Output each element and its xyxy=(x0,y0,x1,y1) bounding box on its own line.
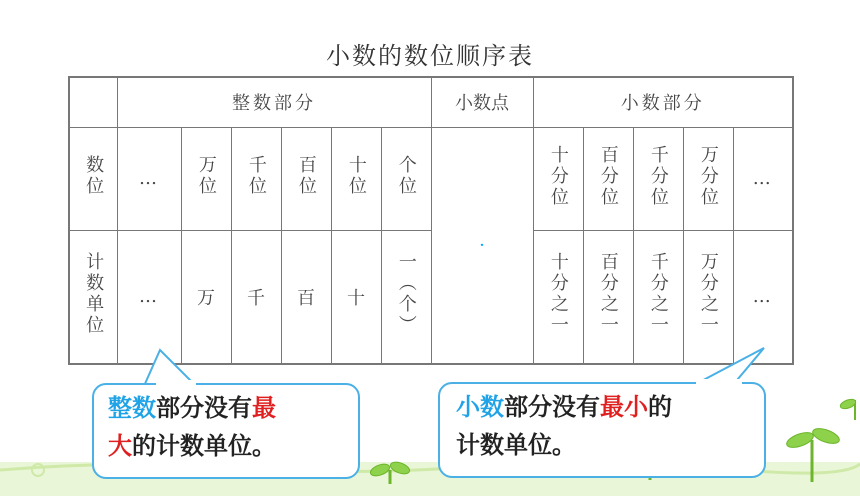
ellipsis-integer-place: … xyxy=(117,127,181,230)
unit-cell: 千 xyxy=(231,230,281,364)
place-cell: 千位 xyxy=(231,127,281,230)
place-cell: 万分位 xyxy=(683,127,733,230)
callout-decimal-text-end: 计数单位。 xyxy=(456,430,576,459)
decimal-point-cell: · xyxy=(431,127,533,364)
callout-integer-term: 整数 xyxy=(108,393,156,422)
header-decimal-point: 小数点 xyxy=(431,77,533,127)
place-cell: 十位 xyxy=(331,127,381,230)
header-row xyxy=(69,77,793,127)
decimal-place-table xyxy=(68,76,794,365)
callout-decimal-term: 小数 xyxy=(456,392,504,421)
callout-integer-part xyxy=(92,383,360,479)
place-cell: 十分位 xyxy=(533,127,583,230)
corner-cell xyxy=(69,77,117,127)
ellipsis-integer-unit: … xyxy=(117,230,181,364)
header-integer-part: 整数部分 xyxy=(117,77,431,127)
unit-cell: 十 xyxy=(331,230,381,364)
header-decimal-part: 小数部分 xyxy=(533,77,793,127)
callout-integer-highlight-2: 大 xyxy=(108,431,132,460)
place-cell: 个位 xyxy=(381,127,431,230)
callout-integer-text: 部分没有 xyxy=(156,393,252,422)
row-label-place: 数位 xyxy=(69,127,117,230)
place-cell: 万位 xyxy=(181,127,231,230)
callout-integer-highlight-1: 最 xyxy=(252,393,276,422)
callout-decimal-part xyxy=(438,382,766,478)
unit-cell: 百 xyxy=(281,230,331,364)
unit-cell: 万分之一 xyxy=(683,230,733,364)
callout-decimal-text: 部分没有 xyxy=(504,392,600,421)
table-title: 小数的数位顺序表 xyxy=(326,42,534,70)
place-cell: 百位 xyxy=(281,127,331,230)
ellipsis-decimal-unit: … xyxy=(733,230,793,364)
unit-cell: 十分之一 xyxy=(533,230,583,364)
unit-cell: 百分之一 xyxy=(583,230,633,364)
callout-integer-text-end: 的计数单位。 xyxy=(132,431,276,460)
unit-cell: 千分之一 xyxy=(633,230,683,364)
row-label-unit: 计数单位 xyxy=(69,230,117,364)
place-cell: 百分位 xyxy=(583,127,633,230)
place-cell: 千分位 xyxy=(633,127,683,230)
ellipsis-decimal-place: … xyxy=(733,127,793,230)
unit-cell: 一（个） xyxy=(381,230,431,364)
place-row xyxy=(69,127,793,230)
callout-decimal-text-2: 的 xyxy=(648,392,672,421)
callout-decimal-highlight: 最小 xyxy=(600,392,648,421)
unit-cell: 万 xyxy=(181,230,231,364)
